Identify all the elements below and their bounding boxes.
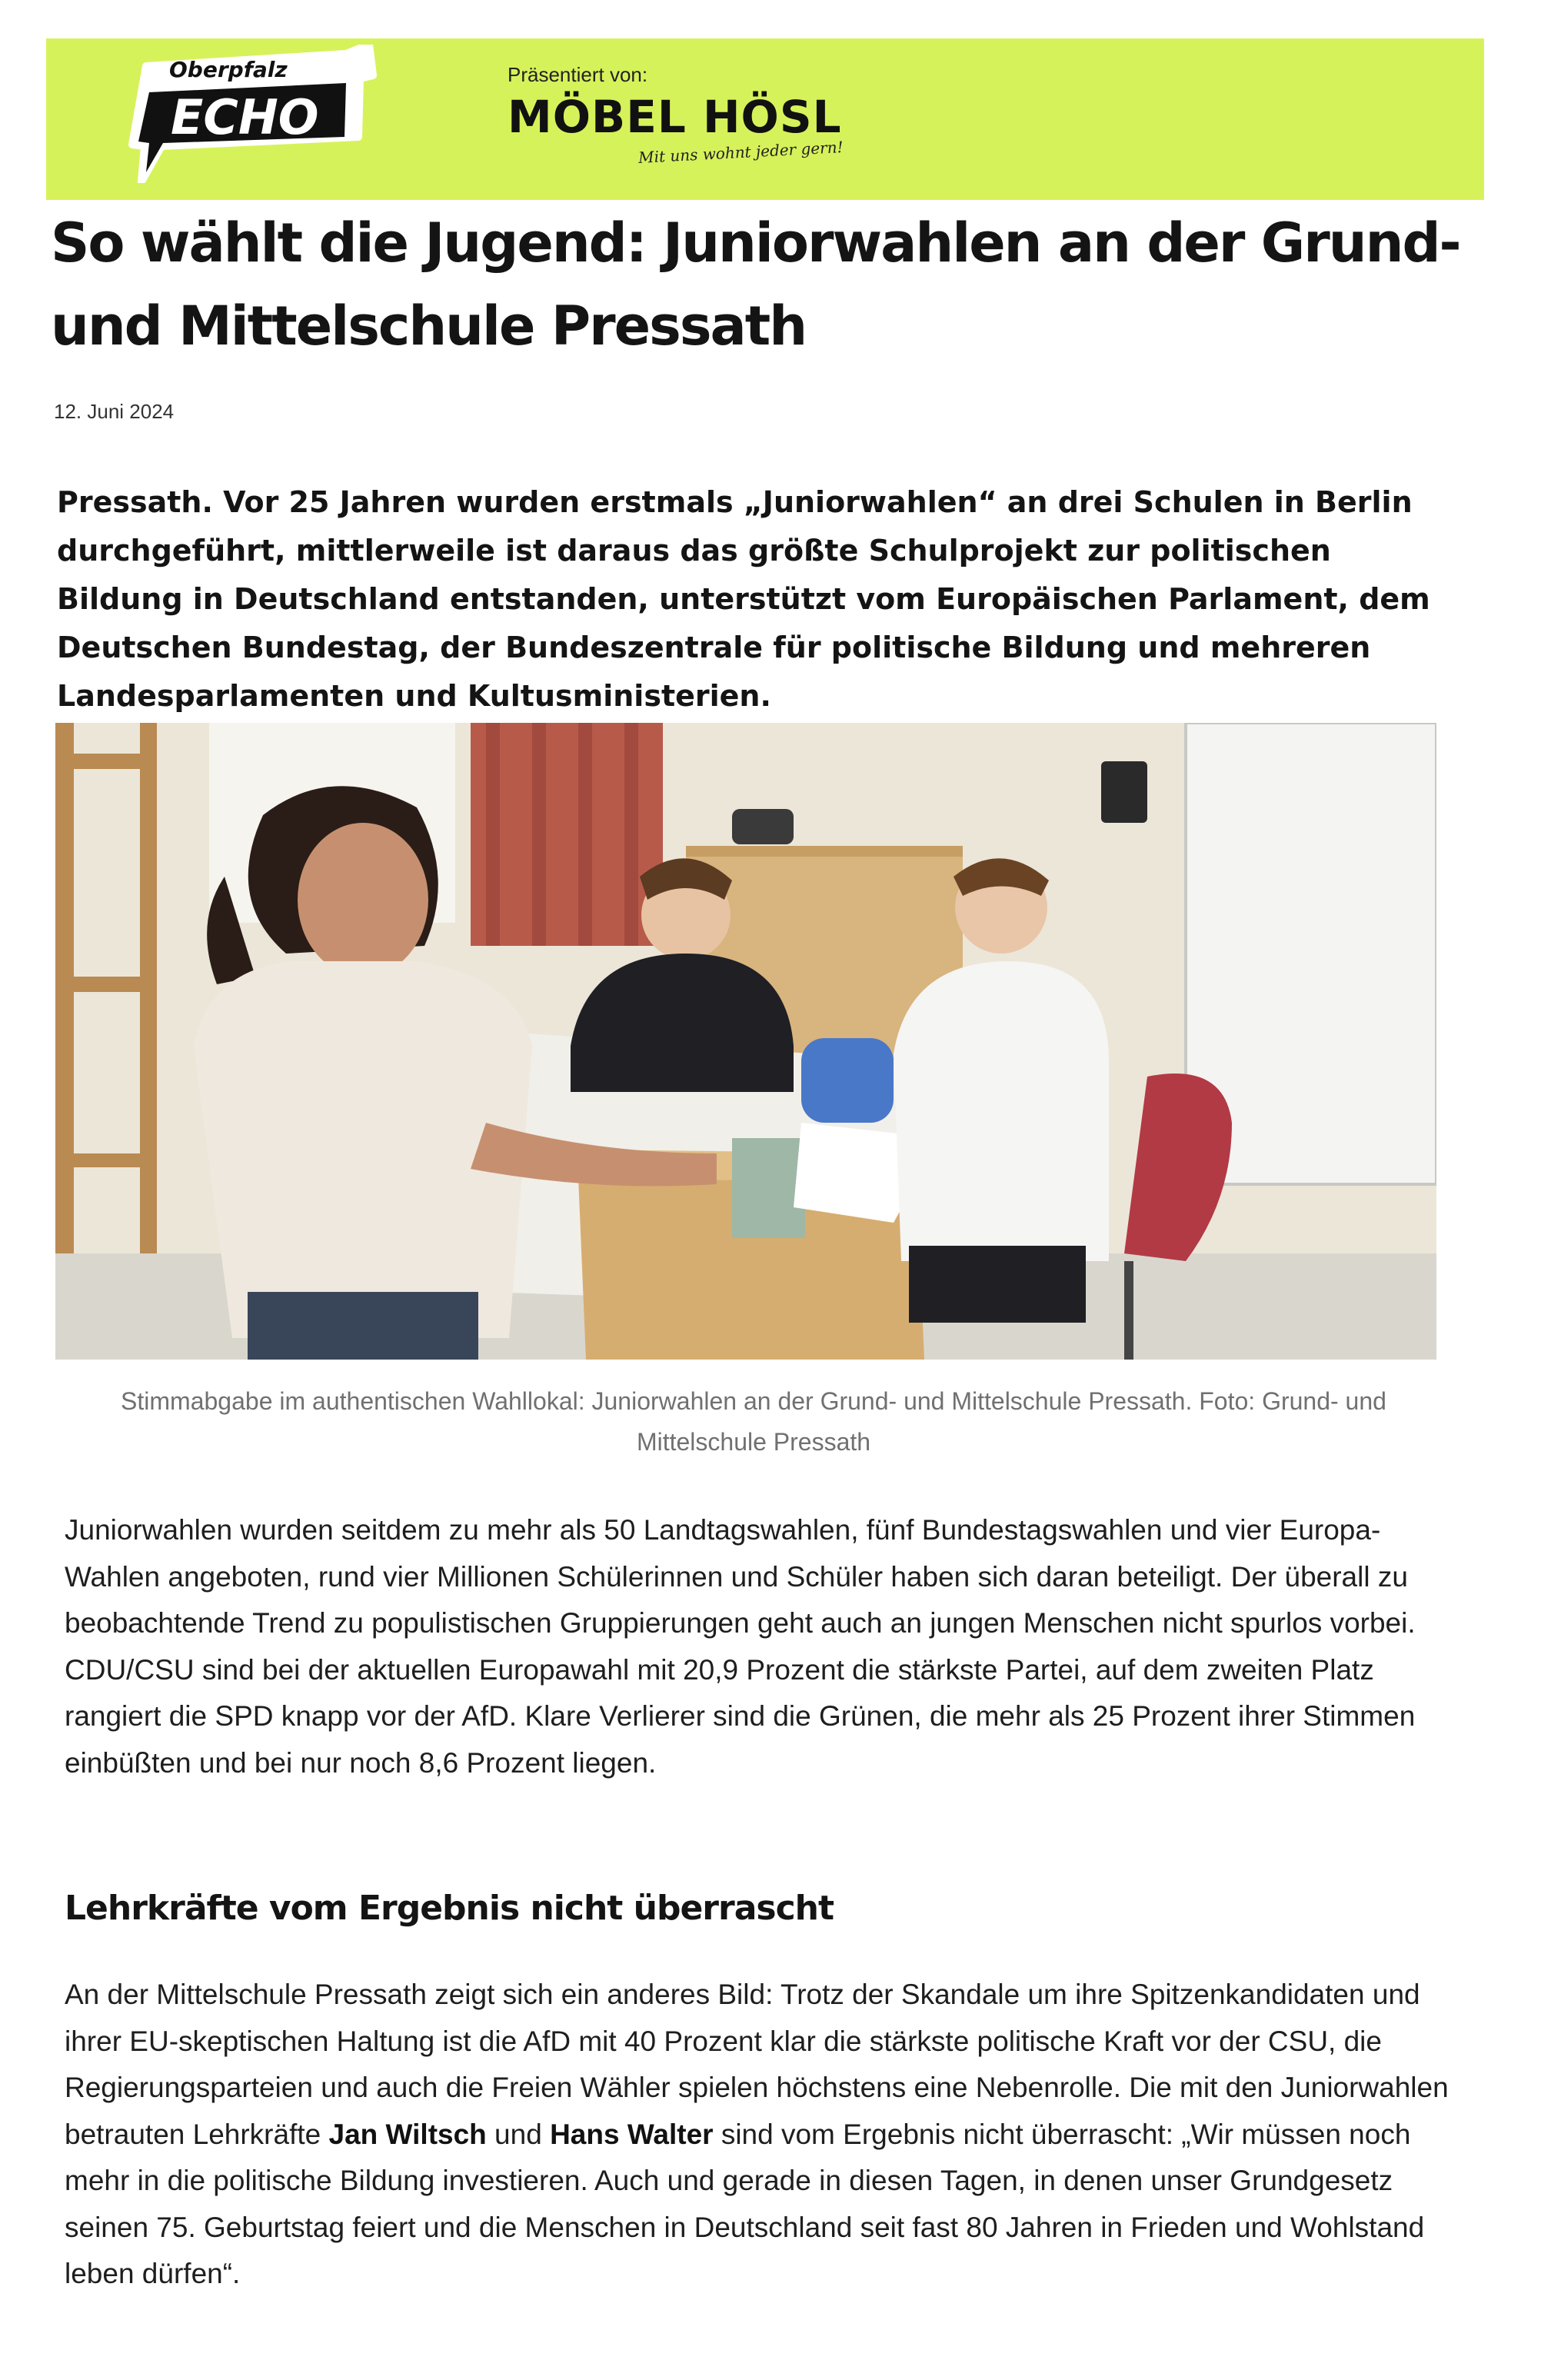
article-paragraph-2 <box>65 1972 1456 2298</box>
article-date: 12. Juni 2024 <box>54 400 175 423</box>
logo-top-text: Oberpfalz <box>169 57 288 82</box>
article-lead: Pressath. Vor 25 Jahren wurden erstmals „Juniorwahlen“ an drei Schulen in Berlin durchgeführt, mittlerweile ist daraus das größte Schulprojekt zur politischen Bildung in Deutschland entstanden, unterstützt vom Europäischen Parlament, dem Deutschen Bundestag, der Bundeszentrale für politische Bildung und mehreren Landesparlamenten und Kultusministerien. <box>57 485 1430 713</box>
logo-main-text: ECHO <box>171 89 319 145</box>
paragraph-2-text-part-1: An der Mittelschule Pressath zeigt sich ein anderes Bild: Trotz der Skandale um ihre Spitzenkandidaten und ihrer EU-skeptischen Haltung ist die AfD mit 40 Prozent klar die stärkste politische Kraft vor der CSU, die Regierungsparteien und auch die Freien Wähler spielen höchstens eine Nebenrolle. Die mit den Juniorwahlen betrauten Lehrkräfte <box>65 1979 1449 2150</box>
classroom-voting-image <box>55 723 1436 1360</box>
article-subheading: Lehrkräfte vom Ergebnis nicht überrascht <box>65 1889 834 1928</box>
speech-bubble-logo-icon <box>115 45 400 183</box>
teacher-name-2: Hans Walter <box>550 2118 714 2150</box>
paragraph-2-text-part-3: sind vom Ergebnis nicht überrascht: „Wir müssen noch mehr in die politische Bildung investieren. Auch und gerade in diesen Tagen, in denen unser Grundgesetz seinen 75. Geburtstag feiert und die Menschen in Deutschland seit fast 80 Jahren in Frieden und Wohlstand leben dürfen“. <box>65 2118 1425 2289</box>
oberpfalz-echo-logo[interactable] <box>115 45 400 183</box>
sponsor-slogan: Mit uns wohnt jeder gern! <box>637 138 844 167</box>
sponsor-label: Präsentiert von: <box>508 63 648 86</box>
paragraph-2-text-part-2: und <box>486 2118 551 2150</box>
article-photo[interactable] <box>55 723 1436 1360</box>
sponsor-name: MÖBEL HÖSL <box>508 91 842 143</box>
teacher-name-1: Jan Wiltsch <box>328 2118 487 2150</box>
article-title: So wählt die Jugend: Juniorwahlen an der Grund- und Mittelschule Pressath <box>51 211 1460 358</box>
article-paragraph-1: Juniorwahlen wurden seitdem zu mehr als 50 Landtagswahlen, fünf Bundestagswahlen und vier Europa-Wahlen angeboten, rund vier Millionen Schülerinnen und Schüler haben sich daran beteiligt. Der überall zu beobachtende Trend zu populistischen Gruppierungen geht auch an jungen Menschen nicht spurlos vorbei. CDU/CSU sind bei der aktuellen Europawahl mit 20,9 Prozent die stärkste Partei, auf dem zweiten Platz rangiert die SPD knapp vor der AfD. Klare Verlierer sind die Grünen, die mehr als 25 Prozent ihrer Stimmen einbüßten und bei nur noch 8,6 Prozent liegen. <box>65 1514 1416 1779</box>
sponsor-block[interactable] <box>508 63 907 171</box>
photo-caption: Stimmabgabe im authentischen Wahllokal: Juniorwahlen an der Grund- und Mittelschule Pressath. Foto: Grund- und Mittelschule Pressath <box>121 1387 1386 1456</box>
